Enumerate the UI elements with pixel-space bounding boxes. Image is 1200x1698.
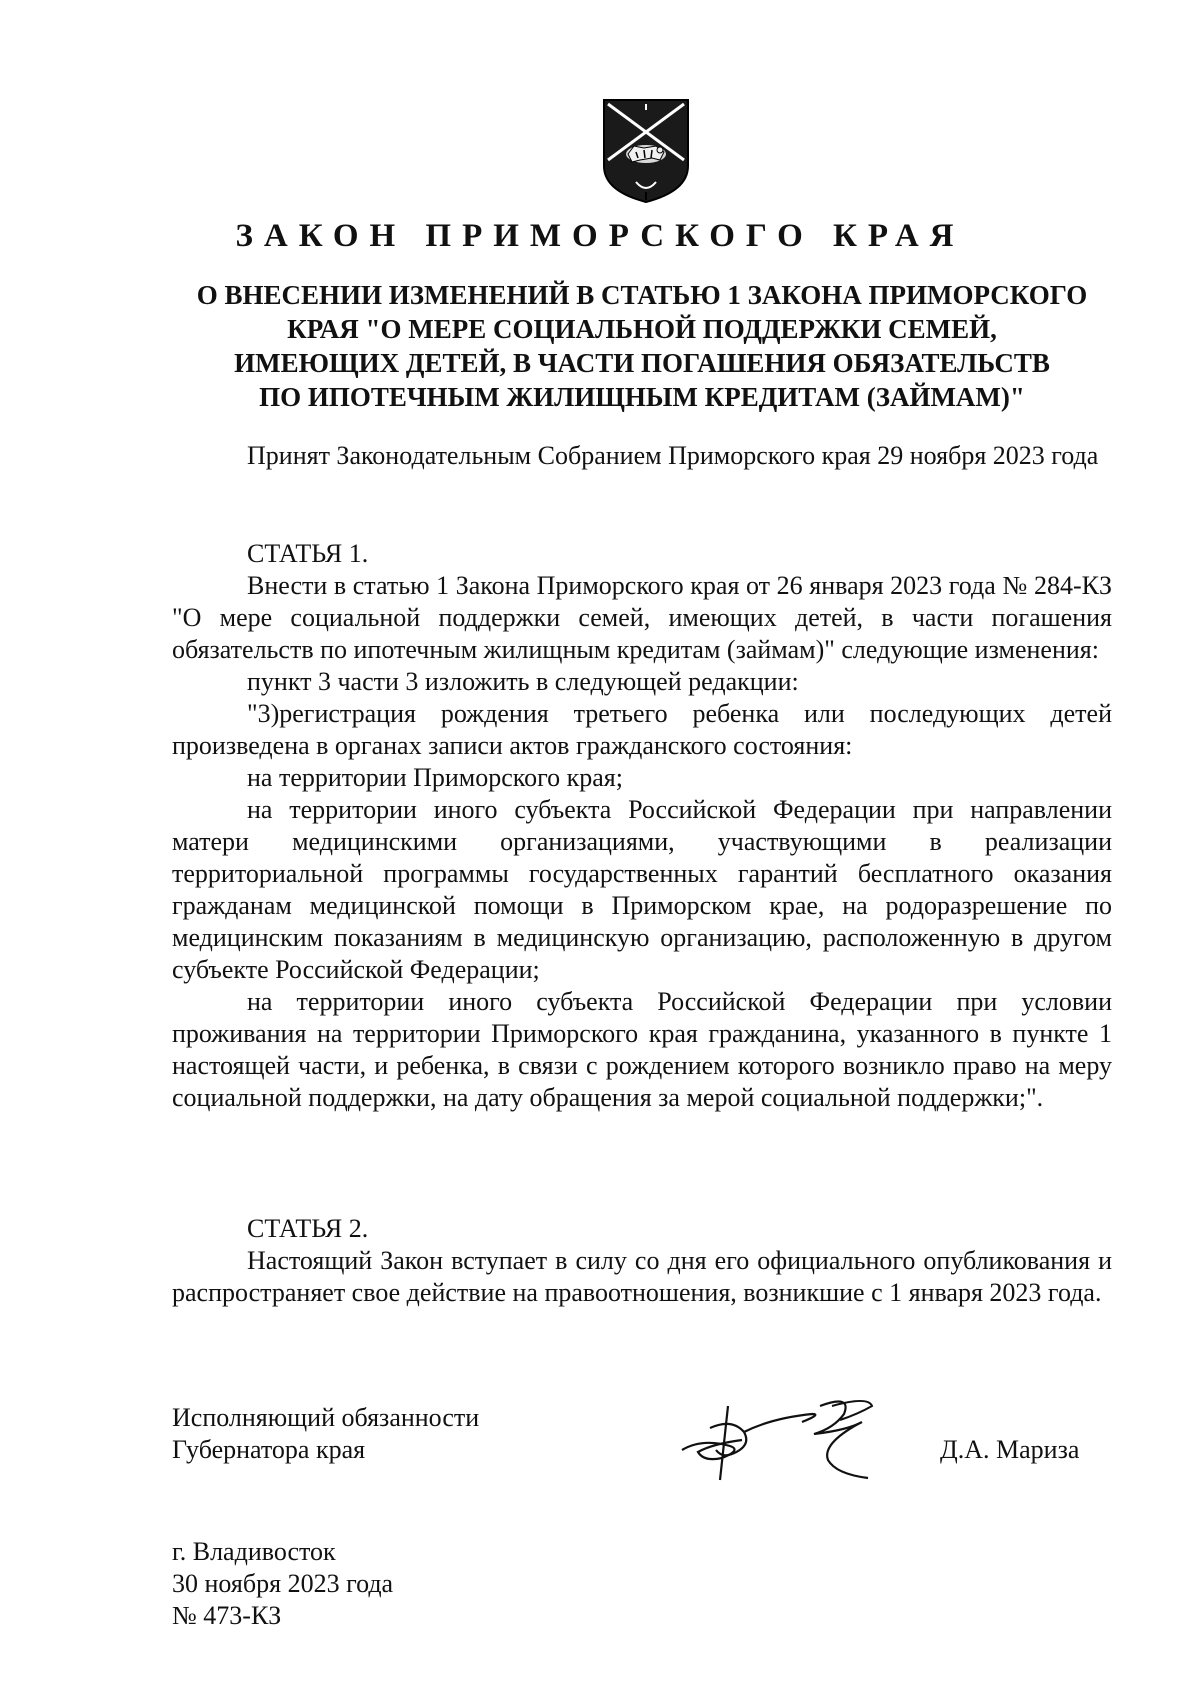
footer-number: № 473-КЗ (172, 1601, 282, 1630)
signatory-position-line: Исполняющий обязанности (172, 1403, 480, 1432)
article-paragraph: на территории Приморского края; (247, 763, 623, 792)
subtitle-line: ПО ИПОТЕЧНЫМ ЖИЛИЩНЫМ КРЕДИТАМ (ЗАЙМАМ)" (259, 382, 1025, 412)
signatory-name: Д.А. Мариза (940, 1435, 1080, 1464)
article-paragraph: на территории иного субъекта Российской Федерации при направлении матери медицинскими организациями, участвующими в реализации территориальной программы государственных гарантий бесплатного оказания гражданам медицинской помощи в Приморском крае, на родоразрешение по медицинским показаниям в медицинскую организацию, расположенную в другом субъекте Российской Федерации; (172, 795, 1112, 984)
article-1 (172, 538, 1112, 1114)
article-1-heading: СТАТЬЯ 1. (247, 539, 369, 568)
article-paragraph: на территории иного субъекта Российской Федерации при условии проживания на территории Приморского края гражданина, указанного в пункте 1 настоящей части, и ребенка, в связи с рождением которого возникло право на меру социальной поддержки, на дату обращения за мерой социальной поддержки;". (172, 987, 1112, 1112)
article-2 (172, 1213, 1112, 1309)
adoption-note (172, 440, 1112, 472)
handwritten-signature (672, 1388, 912, 1488)
article-paragraph: "3)регистрация рождения третьего ребенка или последующих детей произведена в органах записи актов гражданского состояния: (172, 699, 1112, 760)
signatory-position-line: Губернатора края (172, 1435, 366, 1464)
signatory-position (172, 1402, 479, 1466)
article-2-heading: СТАТЬЯ 2. (247, 1214, 369, 1243)
law-title: ЗАКОН ПРИМОРСКОГО КРАЯ (235, 218, 965, 254)
article-paragraph: Внести в статью 1 Закона Приморского края от 26 января 2023 года № 284-КЗ "О мере социальной поддержки семей, имеющих детей, в части погашения обязательств по ипотечным жилищным кредитам (займам)" следующие изменения: (172, 571, 1112, 664)
subtitle-line: ИМЕЮЩИХ ДЕТЕЙ, В ЧАСТИ ПОГАШЕНИЯ ОБЯЗАТЕЛЬСТВ (234, 348, 1050, 378)
adoption-paragraph: Принят Законодательным Собранием Приморского края 29 ноября 2023 года (247, 441, 1099, 470)
subtitle-line: О ВНЕСЕНИИ ИЗМЕНЕНИЙ В СТАТЬЮ 1 ЗАКОНА ПРИМОРСКОГО (196, 280, 1088, 310)
article-paragraph: Настоящий Закон вступает в силу со дня его официального опубликования и распространяет свое действие на правоотношения, возникшие с 1 января 2023 года. (172, 1246, 1112, 1307)
law-subtitle (150, 278, 1134, 414)
article-paragraph: пункт 3 части 3 изложить в следующей редакции: (247, 667, 799, 696)
footer-date: 30 ноября 2023 года (172, 1569, 394, 1598)
subtitle-line: КРАЯ "О МЕРЕ СОЦИАЛЬНОЙ ПОДДЕРЖКИ СЕМЕЙ, (287, 314, 997, 344)
footer-city: г. Владивосток (172, 1537, 336, 1566)
coat-of-arms-icon (600, 96, 692, 206)
document-footer (172, 1536, 393, 1632)
